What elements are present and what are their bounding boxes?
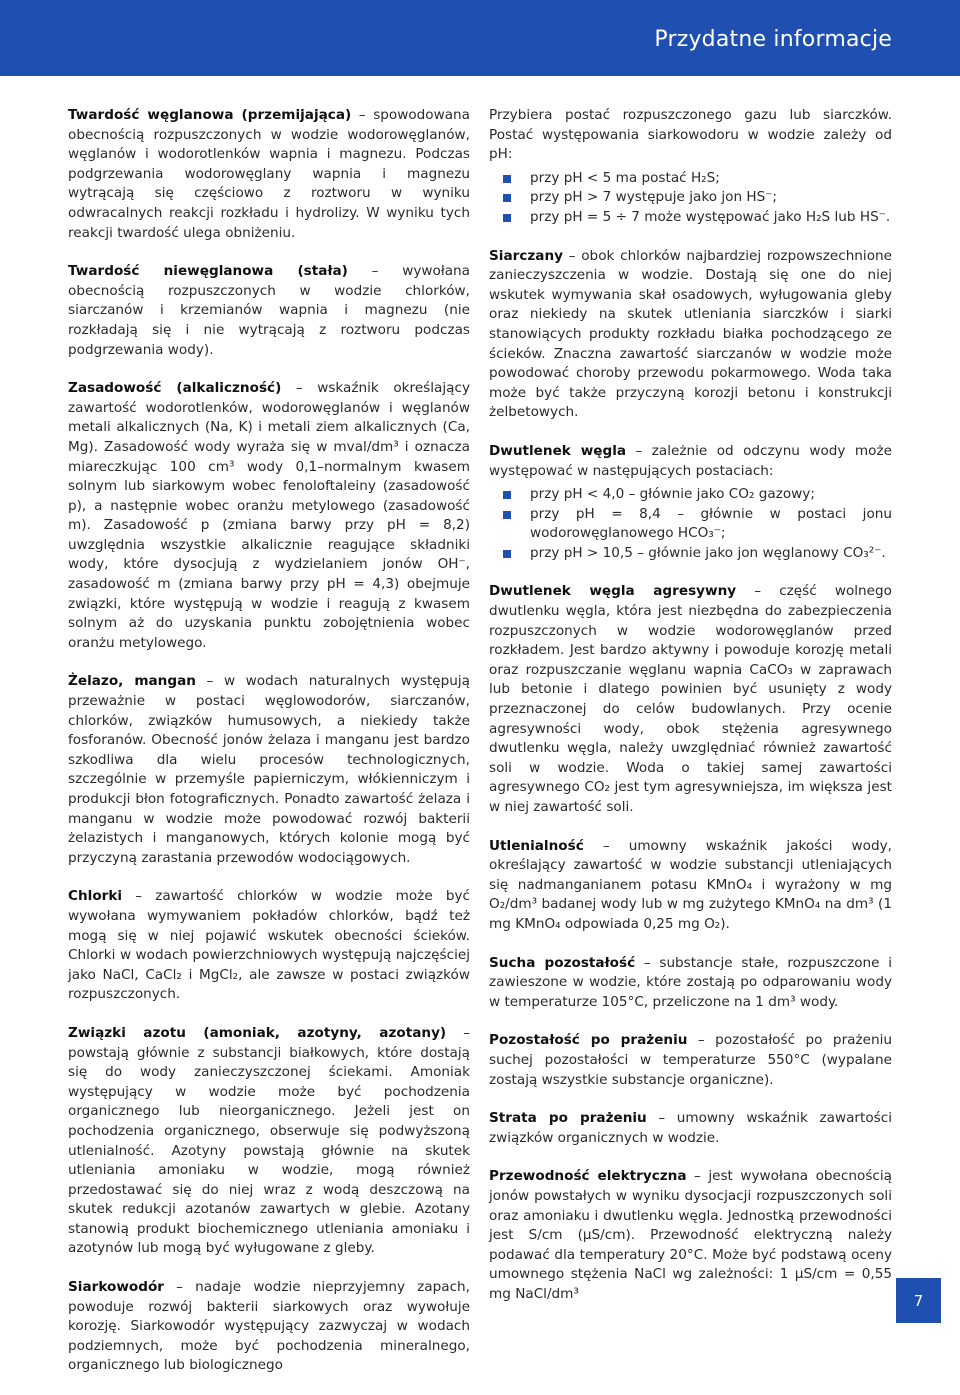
list-item [489, 169, 892, 189]
list-item [489, 188, 892, 208]
paragraph-siarkowodor [68, 1278, 470, 1376]
paragraph-przewodnosc [489, 1167, 892, 1304]
bullet-square-icon [503, 214, 511, 222]
term: Strata po prażeniu [489, 1110, 647, 1127]
term: Przewodność elektryczna [489, 1168, 687, 1185]
definition: – substancje stałe, rozpuszczone i zawieszone w wodzie, które zostają po odparowaniu wody w temperaturze 105°C, przeliczone na 1 dm³ wody. [489, 954, 892, 1010]
bullet-square-icon [503, 175, 511, 183]
definition: – nadaje wodzie nieprzyjemny zapach, powoduje rozwój bakterii siarkowych oraz wywołuje korozję. Siarkowodór występujący zazwyczaj w wodach podziemnych, może być pochodzenia mineralnego, organicznego lub biologicznego [68, 1279, 470, 1374]
list-item [489, 544, 892, 564]
definition: – w wodach naturalnych występują przeważnie w postaci węglowodorów, siarczanów, chlorków, związków humusowych, a niekiedy także fosforanów. Obecność jonów żelaza i manganu jest bardzo szkodliwa dla wielu procesów technologicznych, szczególnie w przemyśle papierniczym, włókienniczym i produkcji błon fotograficznych. Ponadto zawartość żelaza i manganu w wodzie może powodować rozwój bakterii żelazistych i manganowych, których kolonie mogą być przyczyną zarastania przewodów wodociągowych. [68, 673, 470, 866]
bullet-square-icon [503, 511, 511, 519]
list-item-text: przy pH > 10,5 – głównie jako jon węglanowy CO₃²⁻. [530, 544, 886, 561]
paragraph-dwutlenek-agresywny [489, 582, 892, 817]
paragraph-zelazo-mangan [68, 672, 470, 868]
paragraph-zasadowosc [68, 379, 470, 653]
term: Związki azotu (amoniak, azotyny, azotany) [68, 1024, 447, 1041]
term: Pozostałość po prażeniu [489, 1032, 688, 1049]
paragraph-twardosc-weglanowa [68, 106, 470, 243]
term: Dwutlenek węgla [489, 442, 627, 459]
list-item-text: przy pH > 7 występuje jako jon HS⁻; [530, 189, 777, 206]
term: Dwutlenek węgla agresywny [489, 583, 737, 600]
definition: – obok chlorków najbardziej rozpowszechnione zanieczyszczenia w wodzie. Dostają się one do niej wskutek wymywania skał osadowych, wyługowania gleby oraz niekiedy na skutek utleniania siarczków i siarki stanowiących produkty rozkładu białka pochodzącego ze ścieków. Znaczna zawartość siarczanów w wodzie może powodować choroby przewodu pokarmowego. Woda taka może być także przyczyną korozji betonu i konstrukcji żelbetowych. [489, 247, 892, 421]
term: Twardość węglanowa (przemijająca) [68, 107, 352, 123]
term: Sucha pozostałość [489, 954, 636, 971]
bullet-list-dwutlenek [489, 485, 892, 563]
bullet-square-icon [503, 194, 511, 202]
definition: – spowodowana obecnością rozpuszczonych w wodzie wodorowęglanów, węglanów i wodorotlenków wapnia i magnezu. Podczas podgrzewania wodorowęglany wapnia i magnezu wytrącają się częściowo z roztworu w wyniku odwracalnych reakcji rozkładu i hydrolizy. W wyniku tych reakcji twardość ulega obniżeniu. [68, 107, 470, 241]
list-item [489, 485, 892, 505]
bullet-square-icon [503, 491, 511, 499]
paragraph-twardosc-niweglanowa [68, 262, 470, 360]
bullet-square-icon [503, 550, 511, 558]
term: Chlorki [68, 888, 123, 905]
bullet-list-siarkowodor [489, 169, 892, 228]
definition: – część wolnego dwutlenku węgla, która jest niezbędna do zabezpieczenia rozpuszczonych w wodzie wodorowęglanów przed rozkładem. Jest bardzo aktywny i powoduje korozję metali oraz rozpuszczanie węglanu wapnia CaCO₃ w zaprawach lub betonie i dlatego powinien być usunięty z wody przeznaczonej do celów budowlanych. Przy ocenie agresywności wody, obok stężenia agresywnego dwutlenku węgla, należy uwzględniać również zawartość soli w wodzie. Woda o takiej samej zawartości agresywnego CO₂ jest tym agresywniejsza, im większa jest w niej zawartość soli. [489, 583, 892, 815]
definition: – umowny wskaźnik jakości wody, określający zawartość w wodzie substancji utleniających się nadmanganianem potasu KMnO₄ i wyrażony w mg O₂/dm³ badanej wody lub w mg zużytego KMnO₄ na dm³ (1 mg KMnO₄ odpowiada 0,25 mg O₂). [489, 837, 892, 932]
paragraph-dwutlenek-wegla [489, 442, 892, 481]
definition: – zawartość chlorków w wodzie może być wywołana wymywaniem pokładów chlorków, bądź też mogą się w niej pojawić wskutek obecności ścieków. Chlorki w wodach powierzchniowych występują najczęściej jako NaCl, CaCl₂ i MgCl₂, ale zawsze w postaci związków rozpuszczonych. [68, 888, 470, 1003]
paragraph-pozostalosc-po-prazeniu [489, 1031, 892, 1090]
definition: – umowny wskaźnik zawartości związków organicznych w wodzie. [489, 1110, 892, 1146]
definition: – wywołana obecnością rozpuszczonych w wodzie chlorków, siarczanów i krzemianów wapnia i magnezu (nie rozkładają się i nie wytrącają z roztworu podczas podgrzewania wody). [68, 263, 470, 358]
paragraph-chlorki [68, 887, 470, 1005]
list-item-text: przy pH < 4,0 – głównie jako CO₂ gazowy; [530, 486, 815, 503]
right-column [489, 106, 892, 1323]
page-header [0, 0, 960, 76]
paragraph-zwiazki-azotu [68, 1024, 470, 1259]
paragraph-utlenialnosc [489, 837, 892, 935]
paragraph-siarczany [489, 247, 892, 423]
term: Zasadowość (alkaliczność) [68, 380, 282, 397]
list-item [489, 208, 892, 228]
page-number: 7 [896, 1278, 941, 1323]
term: Utlenialność [489, 837, 584, 854]
definition: – zależnie od odczynu wody może występować w następujących postaciach: [489, 442, 892, 479]
term: Żelazo, mangan [68, 673, 196, 690]
definition: – wskaźnik określający zawartość wodorotlenków, wodorowęglanów i węglanów metali alkalicznych (Na, K) i metali ziem alkalicznych (Ca, Mg). Zasadowość wody wyraża się w mval/dm³ i oznacza miareczkując 100 cm³ wody 0,1–normalnym kwasem solnym lub siarkowym wobec fenoloftaleiny (zasadowość p), a następnie wobec oranżu metylowego (zasadowość m). Zasadowość p (zmiana barwy przy pH = 8,2) uwzględnia wszystkie alkalicznie reagujące składniki wody, które dysocjują z wydzielaniem jonów OH⁻, zasadowość m (zmiana barwy przy pH = 4,3) obejmuje związki, które występują w wodzie i reagują z kwasem solnym aż do uzyskania punktu zobojętnienia wobec oranżu metylowego. [68, 380, 470, 651]
paragraph-strata-po-prazeniu [489, 1109, 892, 1148]
term: Twardość niewęglanowa (stała) [68, 263, 348, 280]
left-column [68, 106, 470, 1395]
term: Siarkowodór [68, 1279, 165, 1296]
term: Siarczany [489, 247, 564, 264]
paragraph-siarkowodor-continued: Przybiera postać rozpuszczonego gazu lub siarczków. Postać występowania siarkowodoru w wodzie zależy od pH: [489, 107, 892, 163]
list-item-text: przy pH = 8,4 – głównie w postaci jonu wodorowęglanowego HCO₃⁻; [530, 505, 892, 542]
definition: – jest wywołana obecnością jonów powstałych w wyniku dysocjacji rozpuszczonych soli oraz amoniaku i dwutlenku węgla. Jednostką przewodności jest S/cm (μS/cm). Przewodność elektryczną należy podawać dla temperatury 20°C. Może być podstawą oceny umownego stężenia NaCl wg zależności: 1 μS/cm = 0,55 mg NaCl/dm³ [489, 1168, 892, 1302]
paragraph-sucha-pozostalosc [489, 954, 892, 1013]
header-title: Przydatne informacje [654, 27, 892, 52]
list-item [489, 505, 892, 544]
list-item-text: przy pH < 5 ma postać H₂S; [530, 169, 720, 186]
list-item-text: przy pH = 5 ÷ 7 może występować jako H₂S lub HS⁻. [530, 208, 891, 225]
definition: – pozostałość po prażeniu suchej pozostałości w temperaturze 550°C (wypalane zostają wszystkie substancje organiczne). [489, 1032, 892, 1088]
definition: – powstają głównie z substancji białkowych, które dostają się do wody zanieczyszczonej ściekami. Amoniak występujący w wodzie może być pochodzenia organicznego lub nieorganicznego. Jeżeli jest on pochodzenia organicznego, obserwuje się podwyższoną utlenialność. Azotyny powstają głównie na skutek utleniania amoniaku w wodzie, mogą również przedostawać się do niej wraz z wodą deszczową na skutek redukcji azotanów zawartych w glebie. Azotany stanowią produkt biochemicznego utleniania amoniaku i azotynów lub mogą być wyługowane z gleby. [68, 1024, 470, 1257]
